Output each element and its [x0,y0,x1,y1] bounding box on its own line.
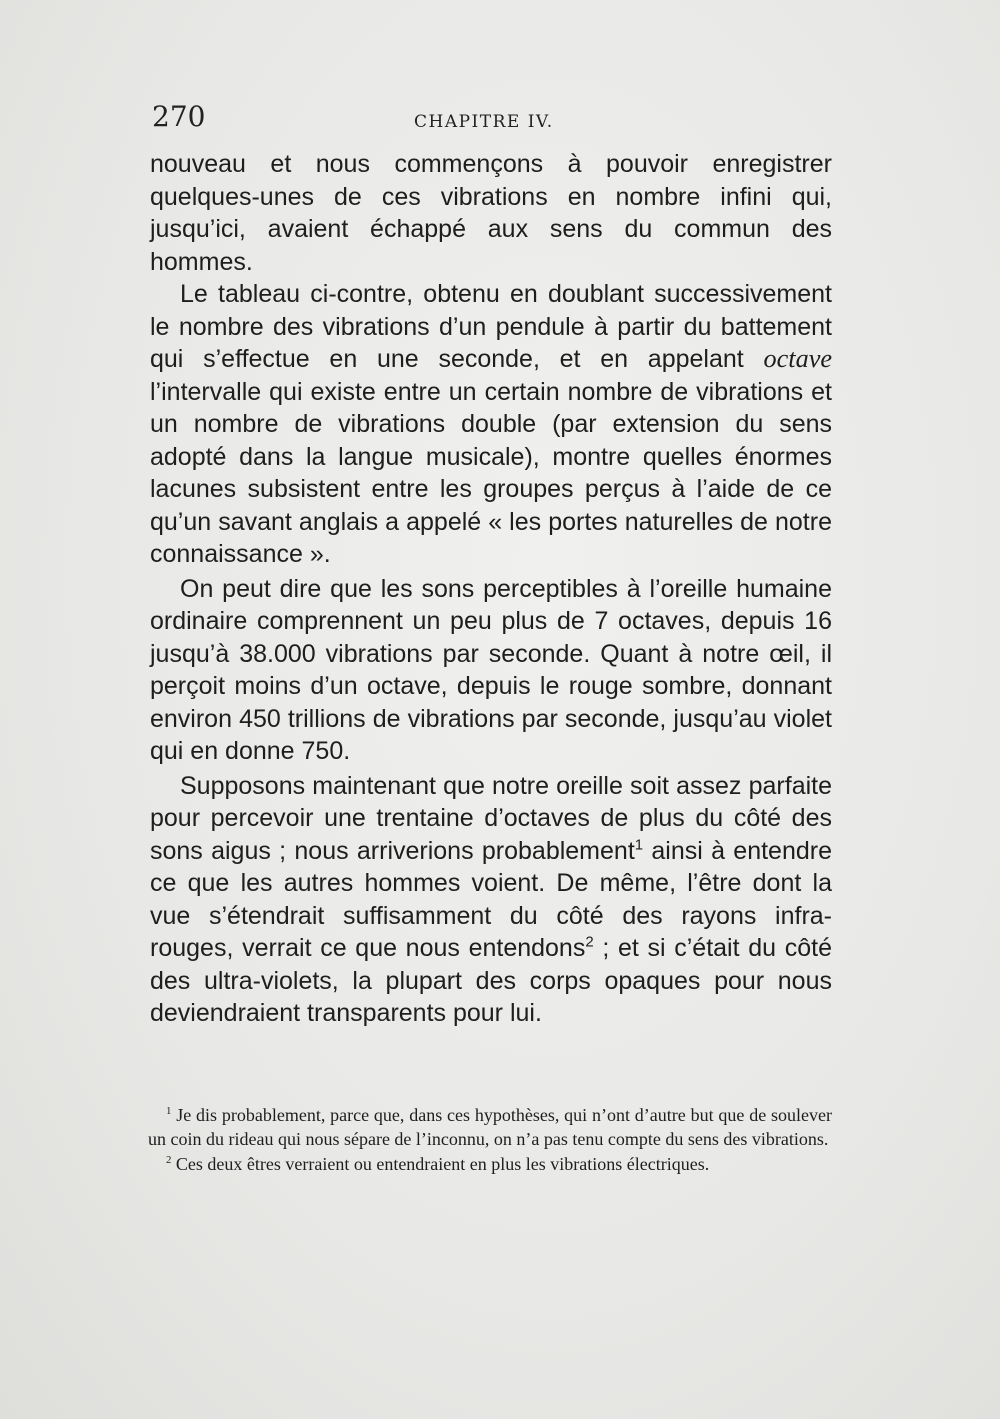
page-number: 270 [152,100,206,133]
footnote-ref-1: 1 [634,836,644,854]
footnote-2-mark: 2 [166,1154,172,1166]
footnote-2-text: Ces deux êtres verraient ou entendraient en plus les vibrations électriques. [171,1154,710,1174]
paragraph-4 [150,770,832,1030]
octave-term: octave [763,344,832,373]
footnote-1-mark: 1 [166,1105,172,1117]
paragraph-3: On peut dire que les sons perceptibles à l’oreille humaine ordinaire comprennent un peu plus de 7 octaves, depuis 16 jusqu’à 38.000 vibrations par seconde. Quant à notre œil, il perçoit moins d’un octave, depuis le rouge sombre, donnant environ 450 trillions de vibrations par seconde, jusqu’au violet qui en donne 750. [150,574,832,765]
footnotes [148,1104,832,1177]
paragraph-4-part-c: ; et si c’était du côté des ultra-violets, la plupart des corps opaques pour nous deviendraient transparents pour lui. [150,934,832,1027]
footnote-2 [148,1153,832,1177]
running-head: CHAPITRE IV. [414,112,554,132]
paragraph-2 [150,278,832,571]
main-text [150,148,832,1030]
paragraph-4-part-b: ainsi à entendre ce que les autres hommes voient. De même, l’être dont la vue s’étendrait suffisamment du côté des rayons infra-rouges, verrait ce que nous entendons [150,836,832,962]
footnote-ref-2: 2 [585,933,594,951]
footnote-1-text: Je dis probablement, parce que, dans ces hypothèses, qui n’ont d’autre but que de soulever un coin du rideau qui nous sépare de l’inconnu, on n’a pas tenu compte du sens des vibrations. [148,1105,832,1149]
paragraph-2-part-a: Le tableau ci-contre, obtenu en doublant successivement le nombre des vibrations d’un pendule à partir du battement qui s’effectue en une seconde, et en appelant [150,280,832,373]
paragraph-1: nouveau et nous commençons à pouvoir enregistrer quelques-unes de ces vibrations en nombre infini qui, jusqu’ici, avaient échappé aux sens du commun des hommes. [150,150,832,276]
footnote-1 [148,1104,832,1151]
paragraph-2-part-b: l’intervalle qui existe entre un certain nombre de vibrations et un nombre de vibrations double (par extension du sens adopté dans la langue musicale), montre quelles énormes lacunes subsistent entre les groupes perçus à l’aide de ce qu’un savant anglais a appelé « les portes naturelles de notre connaissance ». [150,377,832,568]
paragraph-4-part-a: Supposons maintenant que notre oreille soit assez parfaite pour percevoir une trentaine d’octaves de plus du côté des sons aigus ; nous arriverions probablement [150,771,832,865]
page-header [152,100,832,140]
